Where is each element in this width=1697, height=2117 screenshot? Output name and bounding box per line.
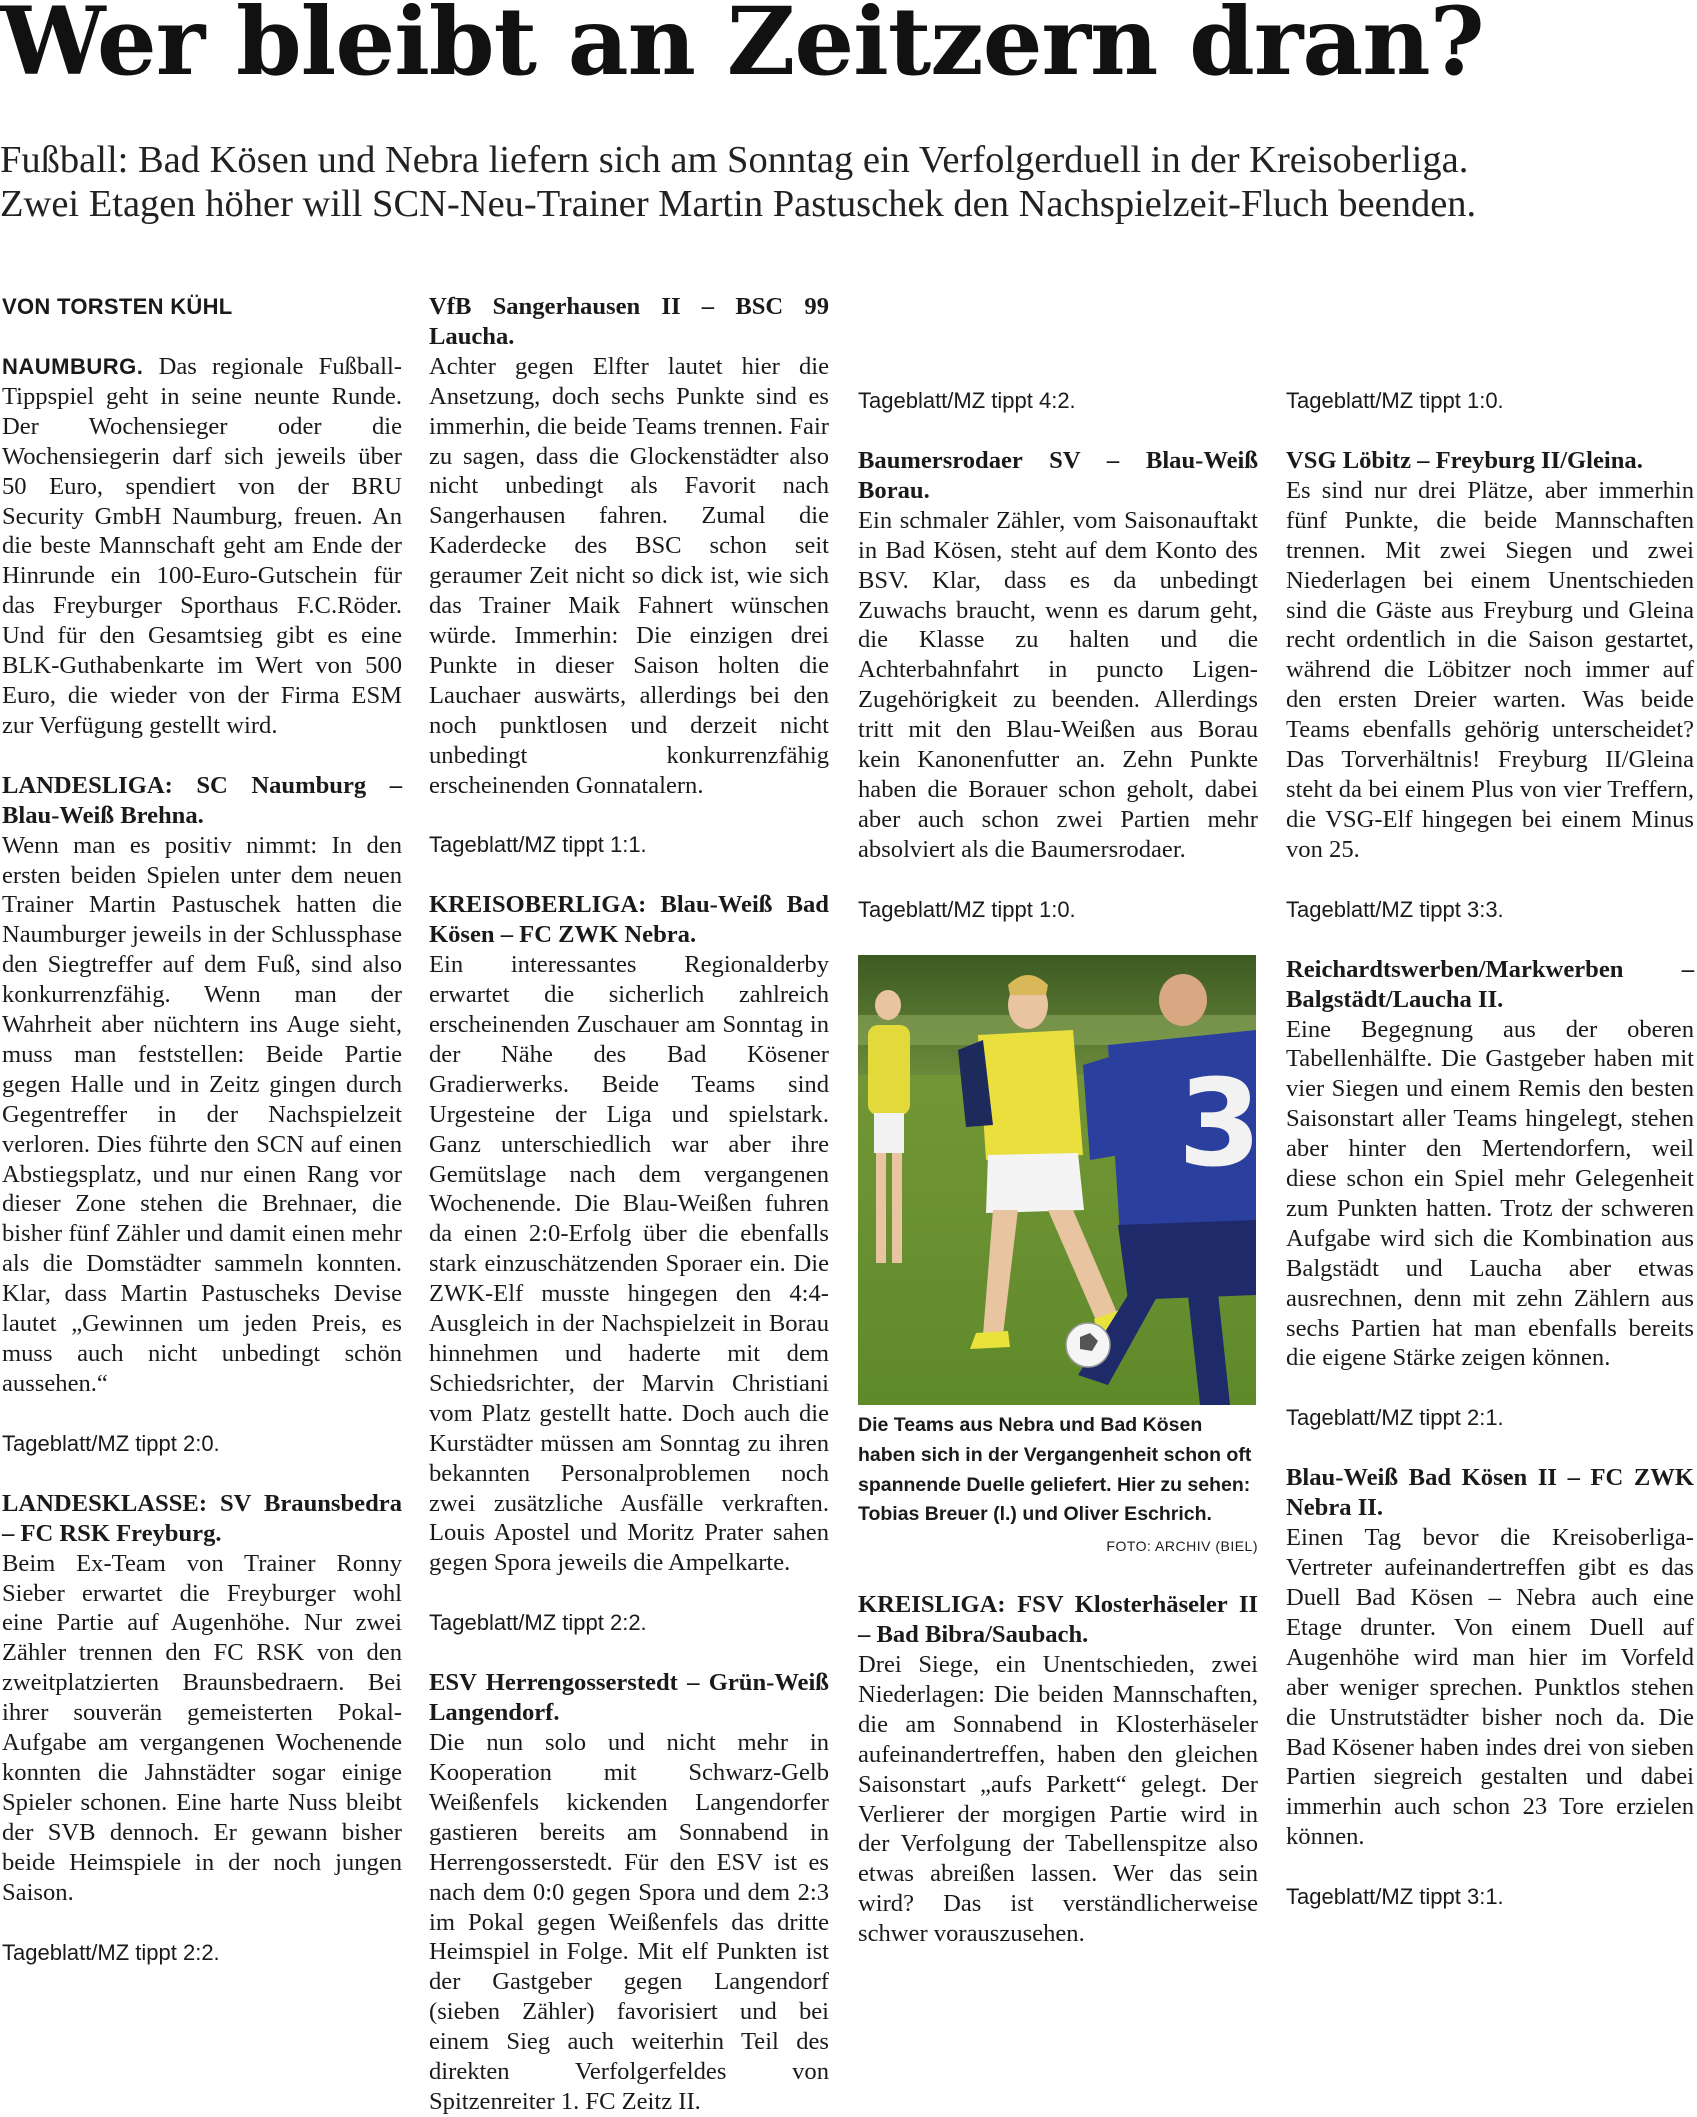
article-headline: Wer bleibt an Zeitzern dran? (0, 0, 1484, 97)
section-text: Ein schmaler Zähler, vom Saisonauftakt in Bad Kösen, steht auf dem Konto des BSV. Klar, dass es da unbedingt Zuwachs braucht, wenn es darum geht, die Klasse zu halten und die Achterbahnfahrt in puncto Ligen-Zugehörigkeit zu beenden. Allerdings tritt mit den Blau-Weißen aus Borau kein Kanonenfutter an. Zehn Punkte haben die Borauer schon geholt, dabei aber auch schon zwei Partien mehr absolviert als die Baumersrodaer. (858, 506, 1258, 863)
section-title: LANDESLIGA: SC Naumburg – Blau-Weiß Brehna. (2, 771, 402, 829)
tipp-line: Tageblatt/MZ tippt 2:0. (2, 1430, 220, 1456)
section-title: VSG Löbitz – Freyburg II/Gleina. (1286, 447, 1643, 474)
photo-credit: FOTO: ARCHIV (BIEL) (1106, 1538, 1258, 1555)
tipp-line: Tageblatt/MZ tippt 3:1. (1286, 1884, 1504, 1910)
text-column-4 (1286, 292, 1694, 2100)
subline-line-1: Fußball: Bad Kösen und Nebra liefern sich am Sonntag ein Verfolgerduell in der Kreisoberliga. (0, 139, 1469, 181)
section-title: VfB Sangerhausen II – BSC 99 Laucha. (429, 293, 829, 350)
section-text: Eine Begegnung aus der oberen Tabellenhälfte. Die Gastgeber haben mit vier Siegen und einem Remis den besten Saisonstart aller Teams hingelegt, stehen aber hinter den Mertendorfern, weil diese schon ein Spiel mehr Gelegenheit zum Punkten hatten. Trotz der schweren Aufgabe wird sich die Kombination aus Balgstädt und Laucha aber etwas ausrechnen, denn mit zehn Zählern aus sechs Partien hat man ebenfalls bereits die eigene Stärke zeigen können. (1286, 1015, 1694, 1372)
section-text: Die nun solo und nicht mehr in Kooperation mit Schwarz-Gelb Weißenfels kickenden Langendorfer gastieren bereits am Sonnabend in Herrengosserstedt. Für den ESV ist es nach dem 0:0 gegen Spora und dem 2:3 im Pokal gegen Weißenfels das dritte Heimspiel in Folge. Mit elf Punkten ist der Gastgeber gegen Langendorf (sieben Zähler) favorisiert und bei einem Sieg auch weiterhin Teil des direkten Verfolgerfeldes von Spitzenreiter 1. FC Zeitz II. (429, 1729, 829, 2115)
tipp-line: Tageblatt/MZ tippt 1:0. (1286, 388, 1504, 413)
text-column-3 (858, 292, 1262, 2100)
article-subline (0, 138, 1697, 226)
section-title: LANDESKLASSE: SV Braunsbedra – FC RSK Freyburg. (2, 1489, 402, 1547)
section-title: ESV Herrengosserstedt – Grün-Weiß Langendorf. (429, 1669, 829, 1727)
tipp-line: Tageblatt/MZ tippt 4:2. (858, 388, 1076, 413)
section-title: Reichardtswerben/Markwerben – Balgstädt/Laucha II. (1286, 955, 1694, 1013)
tipp-line: Tageblatt/MZ tippt 2:2. (429, 1610, 647, 1636)
tipp-line: Tageblatt/MZ tippt 1:0. (858, 896, 1076, 922)
intro-paragraph (2, 352, 402, 741)
caption-text: Die Teams aus Nebra und Bad Kösen haben sich in der Vergangenheit schon oft spannende Duelle geliefert. Hier zu sehen: Tobias Breuer (l.) und Oliver Eschrich. (858, 1413, 1252, 1526)
section-title: Baumersrodaer SV – Blau-Weiß Borau. (858, 447, 1258, 504)
intro-text: Das regionale Fußball-Tippspiel geht in seine neunte Runde. Der Wochensieger oder die Wochensiegerin darf sich jeweils über 50 Euro, spendiert von der BRU Security GmbH Naumburg, freuen. An die beste Mannschaft geht am Ende der Hinrunde ein 100-Euro-Gutschein für das Freyburger Sporthaus F.C.Röder. Und für den Gesamtsieg gibt es eine BLK-Guthabenkarte im Wert von 500 Euro, die wieder von der Firma ESM zur Verfügung gestellt wird. (2, 353, 402, 739)
tipp-line: Tageblatt/MZ tippt 2:2. (2, 1939, 220, 1965)
tipp-line: Tageblatt/MZ tippt 2:1. (1286, 1405, 1504, 1431)
subline-line-2: Zwei Etagen höher will SCN-Neu-Trainer Martin Pastuschek den Nachspielzeit-Fluch beenden. (0, 183, 1477, 225)
dateline: NAUMBURG. (2, 354, 144, 379)
section-text: Einen Tag bevor die Kreisoberliga-Vertreter aufeinandertreffen gibt es das Duell Bad Kösen – Nebra auch eine Etage drunter. Von einem Duell auf Augenhöhe wird man hier im Vorfeld aber weniger sprechen. Punktlos stehen die Unstrutstädter bisher noch da. Die Bad Kösener haben indes drei von sieben Partien siegreich gestalten und dabei immerhin auch schon 23 Tore erzielen können. (1286, 1524, 1694, 1851)
section-text: Ein interessantes Regionalderby erwartet die sicherlich zahlreich erscheinenden Zuschauer am Sonntag in der Nähe des Bad Kösener Gradierwerks. Beide Teams sind Urgesteine der Liga und spielstark. Ganz unterschiedlich war aber ihre Gemütslage nach dem vergangenen Wochenende. Die Blau-Weißen fuhren da einen 2:0-Erfolg über die ebenfalls stark einzuschätzenden Sporaer ein. Die ZWK-Elf musste hingegen den 4:4-Ausgleich in der Nachspielzeit in Borau hinnehmen und haderte mit dem Schiedsrichter, der Marvin Christiani vom Platz gestellt hatte. Doch auch die Kurstädter müssen am Sonntag zu ihren bekannten Personalproblemen noch zwei zusätzliche Ausfälle verkraften. Louis Apostel und Moritz Prater sahen gegen Spora jeweils die Ampelkarte. (429, 951, 829, 1577)
photo-caption (858, 1411, 1258, 1555)
section-text: Wenn man es positiv nimmt: In den ersten beiden Spielen unter dem neuen Trainer Martin Pastuschek hatten die Naumburger jeweils in der Schlussphase den Siegtreffer auf dem Fuß, sind also konkurrenzfähig. Wenn man der Wahrheit aber nüchtern ins Auge sieht, muss man feststellen: Beide Partie gegen Halle und in Zeitz gingen durch Gegentreffer in der Nachspielzeit verloren. Dies führte den SCN auf einen Abstiegsplatz, und nur einen Rang vor dieser Zone stehen die Brehnaer, die bisher fünf Zähler und damit einen mehr als die Domstädter sammeln konnten. Klar, dass Martin Pastuscheks Devise lautet „Gewinnen um jeden Preis, es muss auch nicht unbedingt schön aussehen.“ (2, 831, 402, 1397)
section-title: KREISLIGA: FSV Klosterhäseler II – Bad Bibra/Saubach. (858, 1591, 1258, 1649)
section-text: Es sind nur drei Plätze, aber immerhin fünf Punkte, die beide Mannschaften trennen. Mit zwei Siegen und zwei Niederlagen bei einem Unentschieden sind die Gäste aus Freyburg und Gleina recht ordentlich in die Saison gestartet, während die Löbitzer noch immer auf den ersten Dreier warten. Was beide Teams ebenfalls gehörig unterscheidet? Das Torverhältnis! Freyburg II/Gleina steht da bei einem Plus von vier Treffern, die VSG-Elf hingegen bei einem Minus von 25. (1286, 476, 1694, 863)
section-text: Drei Siege, ein Unentschieden, zwei Niederlagen: Die beiden Mannschaften, die am Sonnabend in Klosterhäseler aufeinandertreffen, haben den gleichen Saisonstart „aufs Parkett“ gelegt. Der Verlierer der morgigen Partie wird in der Verfolgung der Tabellenspitze also etwas abreißen lassen. Wer das sein wird? Das ist verständlicherweise schwer vorauszusehen. (858, 1651, 1258, 1948)
section-title: KREISOBERLIGA: Blau-Weiß Bad Kösen – FC ZWK Nebra. (429, 891, 829, 949)
byline: VON TORSTEN KÜHL (2, 294, 233, 319)
text-column-1 (2, 292, 402, 2100)
text-column-2 (429, 292, 829, 2115)
shirt-number: 3 (1178, 1054, 1262, 1194)
tipp-line: Tageblatt/MZ tippt 1:1. (429, 832, 647, 858)
section-text: Beim Ex-Team von Trainer Ronny Sieber erwartet die Freyburger wohl eine Partie auf Augenhöhe. Nur zwei Zähler trennen den FC RSK von den zweitplatzierten Braunsbedraern. Bei ihrer souverän gemeisterten Pokal-Aufgabe am vergangenen Wochenende konnten die Jahnstädter sogar einige Spieler schonen. Eine harte Nuss bleibt der SVB dennoch. Er gewann bisher beide Heimspiele in der noch jungen Saison. (2, 1549, 402, 1906)
section-title: Blau-Weiß Bad Kösen II – FC ZWK Nebra II. (1286, 1464, 1694, 1522)
section-text: Achter gegen Elfter lautet hier die Ansetzung, doch sechs Punkte sind es immerhin, die beide Teams trennen. Fair zu sagen, dass die Glockenstädter also nicht unbedingt als Favorit nach Sangerhausen fahren. Zumal die Kaderdecke des BSC schon seit geraumer Zeit nicht so dick ist, wie sich das Trainer Maik Fahnert wünschen würde. Immerhin: Die einzigen drei Punkte in dieser Saison holten die Lauchaer auswärts, allerdings bei den noch punktlosen und derzeit nicht unbedingt konkurrenzfähig erscheinenden Gonnatalern. (429, 352, 829, 799)
tipp-line: Tageblatt/MZ tippt 3:3. (1286, 896, 1504, 922)
soccer-photo (858, 955, 1262, 1405)
